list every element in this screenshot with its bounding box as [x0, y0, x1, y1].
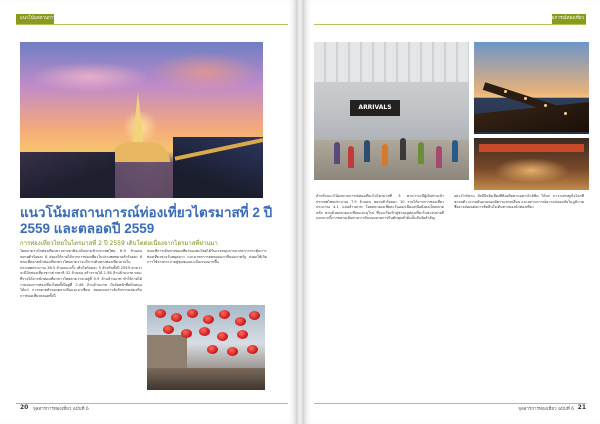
section-header: แนวโน้มสถานการณ์ท่องเที่ยว: [20, 16, 78, 21]
article-title: แนวโน้มสถานการณ์ท่องเที่ยวไตรมาสที่ 2 ปี 2559 และตลอดปี 2559: [20, 205, 273, 236]
left-page: [0, 0, 296, 424]
body-column-1: โดยคาดว่านักท่องเที่ยวชาวต่างชาติจะเดินทางเข้าประเทศไทย 6.9 ล้านคน ขยายตัวร้อยละ 8 ส่งผลให้รายได้จากการท่องเที่ยวในประเทศขยายตัวร้อยละ 8 ขณะที่ตลาดนักท่องเที่ยวชาวไทยคาดว่าจะมีการเดินทางท่องเที่ยวภายในประเทศประมาณ 36.5 ล้านคน-ครั้ง เติบโตร้อยละ 5 สำหรับทั้งปี 2559 คาดว่าจะมีนักท่องเที่ยวชาวต่างชาติ 32 ล้านคน สร้างรายได้ 1.58 ล้านล้านบาท ขณะที่รายได้จากนักท่องเที่ยวชาวไทยคาดว่าจะอยู่ที่ 0.9 ล้านล้านบาท ทำให้รายได้รวมของการท่องเที่ยวไทยทั้งปีอยู่ที่ 2.48 ล้านล้านบาท ปัจจัยหลักที่สนับสนุนได้แก่ การขยายตัวของตลาดจีนและอาเซียน ตลอดจนการจัดกิจกรรมส่งเสริมการท่องเที่ยวตลอดทั้งปี: [20, 249, 142, 298]
footer-publication: จุลสารการท่องเที่ยว ฉบับที่ 6: [33, 407, 89, 412]
night-market-photo: [474, 138, 589, 190]
sunset-pier-photo: [474, 42, 589, 134]
footer-publication: จุลสารการท่องเที่ยว ฉบับที่ 6: [518, 407, 574, 412]
page-number: 21: [577, 404, 586, 411]
body-column-2: อย่างไรก็ตาม ยังมีปัจจัยเสี่ยงที่ต้องติดตามอย่างใกล้ชิด ได้แก่ ภาวะเศรษฐกิจโลกที่ชะลอตัว ความผันผวนของอัตราแลกเปลี่ยน และสถานการณ์ความปลอดภัยในภูมิภาค ซึ่งอาจส่งผลต่อการตัดสินใจเดินทางของนักท่องเที่ยว: [454, 194, 584, 210]
page-number: 20: [20, 404, 29, 411]
body-column-2: ขณะที่การเดินทางท่องเที่ยวของคนไทยได้รับแรงหนุนจากมาตรการกระตุ้นการท่องเที่ยวช่วงวันหยุดยาว และมาตรการลดหย่อนภาษีของภาครัฐ ส่งผลให้เกิดการใช้จ่ายกระจายสู่ชุมชนและเมืองรองมากขึ้น: [147, 249, 267, 265]
header-divider: [314, 24, 586, 25]
temple-sunset-photo: [20, 42, 263, 198]
section-header: แนวโน้มสถานการณ์ท่องเที่ยว: [526, 16, 584, 21]
header-divider: [16, 24, 288, 25]
arrivals-sign: ARRIVALS: [350, 100, 400, 116]
footer-divider: [16, 403, 288, 404]
right-page: [304, 0, 600, 424]
article-subtitle: การท่องเที่ยวไทยในไตรมาสที่ 2 ปี 2559 เติบโตต่อเนื่องจากไตรมาสที่ผ่านมา: [20, 240, 218, 247]
spine-gutter: [296, 0, 304, 424]
body-column-1: สำหรับแนวโน้มสถานการณ์ท่องเที่ยวในไตรมาสที่ 3 คาดว่าจะมีผู้เดินทางเข้าประเทศไทยประมาณ 7.9 ล้านคน ขยายตัวร้อยละ 10 รายได้จากการท่องเที่ยวประมาณ 4.1 แสนล้านบาท โดยตลาดเอเชียตะวันออกเฉียงเหนือยังคงเป็นตลาดหลัก ตามด้วยตลาดอาเซียนและยุโรป ซึ่งจะเริ่มเข้าสู่ช่วงฤดูท่องเที่ยวในช่วงปลายปี นอกจากนี้การขยายเส้นทางการบินของสายการบินต้นทุนต่ำยังเป็นปัจจัยสำคัญ: [316, 194, 444, 221]
footer-divider: [314, 403, 586, 404]
red-lanterns-photo: [147, 305, 265, 390]
airport-arrivals-photo: [314, 42, 469, 180]
